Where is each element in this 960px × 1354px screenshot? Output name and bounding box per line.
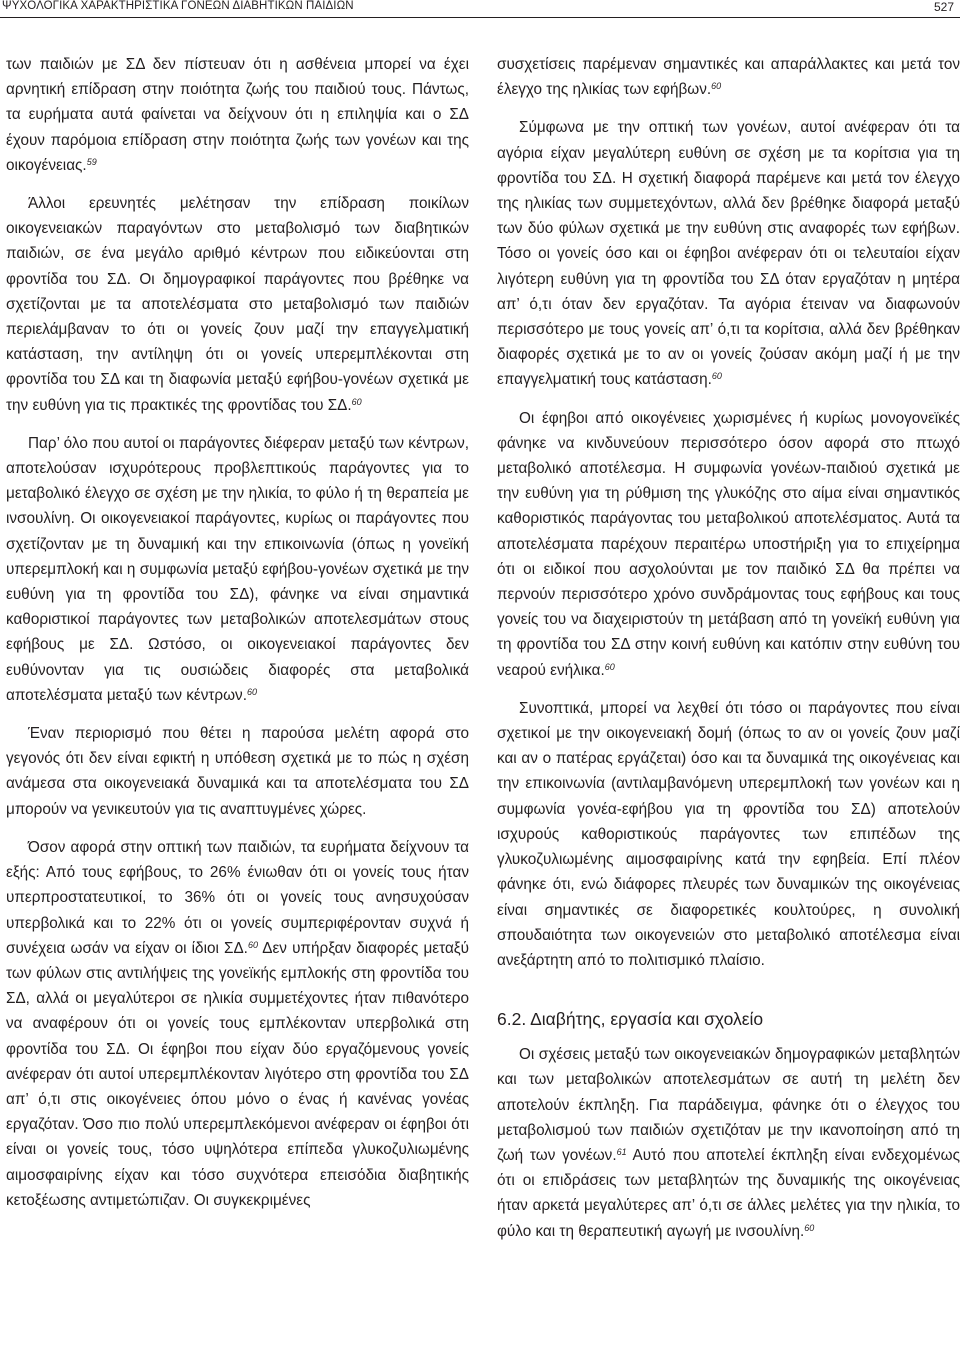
paragraph: Οι σχέσεις μεταξύ των οικογενειακών δημογραφικών μεταβλητών και των μεταβολικών αποτελεσμάτων σε αυτή τη μελέτη δεν αποτελούν έκπληξη. Για παράδειγμα, φάνηκε ότι ο έλεγχος του μεταβολισμού των παιδιών σχετιζόταν με την ικανοποίηση από τη ζωή των γονέων.$^{61}$ Αυτό που αποτελεί έκπληξη είναι ενδεχομένως ότι οι επιδράσεις των μεταβλητών της δυναμικής της οικογένειας ήταν αρκετά μεγαλύτερες απ’ ό,τι σε άλλες μελέτες για την ηλικία, το φύλο και τη θεραπευτική αγωγή με ινσουλίνη.$^{60}$ [497, 1046, 960, 1240]
citation-ref: 59 [86, 156, 97, 167]
paragraph: Έναν περιορισμό που θέτει η παρούσα μελέτη αφορά στο γεγονός ότι δεν είναι εφικτή η υπόθεση σχετικά με το πώς η σχέση ανάμεσα στα οικογενειακά δυναμικά και τα αποτελέσματα του ΣΔ μπορούν να γενικευτούν για τις αναπτυγμένες χώρες. [6, 725, 469, 818]
running-header [0, 0, 960, 17]
right-column [497, 52, 960, 1244]
paragraph: των παιδιών με ΣΔ δεν πίστευαν ότι η ασθένεια μπορεί να έχει αρνητική επίδραση στην ποιότητα ζωής του παιδιού τους. Πάντως, τα ευρήματα αυτά φαίνεται να δείχνουν ότι η επιληψία και ο ΣΔ έχουν παρόμοια επίδραση στην ποιότητα ζωής των γονέων και της οικογένειας.$^{59}$ [6, 56, 469, 174]
running-header-title: ΨΥΧΟΛΟΓΙΚΑ ΧΑΡΑΚΤΗΡΙΣΤΙΚΑ ΓΟΝΕΩΝ ΔΙΑΒΗΤΙΚΩΝ ΠΑΙΔΙΩΝ [2, 0, 354, 12]
header-divider [0, 17, 960, 18]
section-heading: 6.2. Διαβήτης, εργασία και σχολείο [497, 1009, 764, 1030]
citation-ref: 60 [711, 371, 722, 382]
paragraph: Παρ’ όλο που αυτοί οι παράγοντες διέφεραν μεταξύ των κέντρων, αποτελούσαν ισχυρότερους προβλεπτικούς παράγοντες για το μεταβολικό έλεγχο σε σχέση με την ηλικία, το φύλο ή τη θεραπεία με ινσουλίνη. Οι οικογενειακοί παράγοντες, κυρίως οι παράγοντες που σχετίζονταν με τη δυναμική και την επικοινωνία (όπως η γονεϊκή υπερεμπλοκή και η συμφωνία μεταξύ εφήβου-γονέων σχετικά με την ευθύνη για τη φροντίδα του ΣΔ), φάνηκε να είναι σημαντικά καθοριστικοί παράγοντες των μεταβολικών αποτελεσμάτων στους εφήβους με ΣΔ. Ωστόσο, οι οικογενειακοί παράγοντες δεν ευθύνονταν για τις ουσιώδεις διαφορές στα μεταβολικά αποτελέσματα μεταξύ των κέντρων.$^{60}$ [6, 434, 469, 704]
citation-ref: 60 [604, 661, 615, 672]
citation-ref: 60 [351, 396, 362, 407]
paragraph: Άλλοι ερευνητές μελέτησαν την επίδραση ποικίλων οικογενειακών παραγόντων στο μεταβολισμό των διαβητικών παιδιών, σε ένα μεγάλο αριθμό κέντρων που ειδικεύονται στη φροντίδα του ΣΔ. Οι δημογραφικοί παράγοντες που βρέθηκε να σχετίζονται με τα αποτελέσματα στο μεταβολισμό των παιδιών περιελάμβαναν το ότι οι γονείς ζουν μαζί την επαγγελματική κατάσταση, την αντίληψη ότι οι γονείς υπερεμπλέκονται στη φροντίδα του ΣΔ και τη διαφωνία μεταξύ εφήβου-γονέων σχετικά με την ευθύνη για τις πρακτικές της φροντίδας του ΣΔ.$^{60}$ [6, 195, 469, 414]
page-number: 527 [933, 0, 954, 14]
paragraph: Σύμφωνα με την οπτική των γονέων, αυτοί ανέφεραν ότι τα αγόρια είχαν μεγαλύτερη ευθύνη σε σχέση με τα κορίτσια για τη φροντίδα του ΣΔ. Η σχετική διαφορά παρέμενε και μετά τον έλεγχο της ηλικίας των συμμετεχόντων, αλλά δεν βρέθηκε διαφορά μεταξύ των δύο φύλων σχετικά με την ευθύνη στις αναφορές των εφήβων. Τόσο οι γονείς όσο και οι έφηβοι ανέφεραν ότι οι τελευταίοι είχαν λιγότερη ευθύνη για τη φροντίδα του ΣΔ όταν εργαζόταν η μητέρα απ’ ό,τι όταν δεν εργαζόταν. Τα αγόρια έτειναν να διαφωνούν περισσότερο με τους γονείς απ’ ό,τι τα κορίτσια, αλλά δεν βρέθηκαν διαφορές σχετικά με το αν οι γονείς ζούσαν ακόμη μαζί ή με την επαγγελματική τους κατάσταση.$^{60}$ [497, 119, 960, 389]
paragraph: συσχετίσεις παρέμεναν σημαντικές και απαράλλακτες και μετά τον έλεγχο της ηλικίας των εφήβων.$^{60}$ [497, 56, 960, 99]
citation-ref: 60 [711, 81, 722, 92]
citation-ref: 60 [247, 939, 258, 950]
paragraph: Οι έφηβοι από οικογένειες χωρισμένες ή κυρίως μονογονεϊκές φάνηκε να κινδυνεύουν περισσότερο όσον αφορά στο πτωχό μεταβολικό αποτέλεσμα. Η συμφωνία γονέων-παιδιού σχετικά με την ευθύνη για τη ρύθμιση της γλυκόζης στο αίμα είναι σημαντικός καθοριστικός παράγοντας του μεταβολικού αποτελέσματος. Αυτά τα αποτελέσματα παρέχουν περαιτέρω υποστήριξη για το επιχείρημα ότι οι ειδικοί που ασχολούνται με τον παιδικό ΣΔ θα πρέπει να περνούν περισσότερο χρόνο συνδράμοντας τους εφήβους και τους γονείς του να διαχειριστούν τη μετάβαση από τη γονεϊκή ευθύνη για τη φροντίδα του ΣΔ στην κοινή ευθύνη και κατόπιν στην ευθύνη του νεαρού ενήλικα.$^{60}$ [497, 409, 960, 679]
left-column [6, 52, 469, 1213]
citation-ref: 60 [246, 686, 257, 697]
citation-ref: 60 [804, 1222, 815, 1233]
citation-ref: 61 [616, 1146, 627, 1157]
paragraph: Όσον αφορά στην οπτική των παιδιών, τα ευρήματα δείχνουν τα εξής: Από τους εφήβους, το 26% ένιωθαν ότι οι γονείς τους ήταν υπερπροστατευτικοί, το 36% ότι οι γονείς τους ανησυχούσαν υπερβολικά και το 22% ότι οι γονείς συμπεριφέρονταν συχνά ή συνέχεια ωσάν να είχαν οι ίδιοι ΣΔ.$^{60}$ Δεν υπήρξαν διαφορές μεταξύ των φύλων στις αντιλήψεις της γονεϊκής εμπλοκής στη φροντίδα του ΣΔ, αλλά οι μεγαλύτεροι σε ηλικία συμμετέχοντες ήταν πιθανότερο να αναφέρουν ότι οι γονείς τους εμπλέκονταν υπερβολικά στη φροντίδα του ΣΔ. Οι έφηβοι που είχαν δύο εργαζόμενους γονείς ανέφεραν ότι αυτοί υπερεμπλέκονταν λιγότερο στη φροντίδα του ΣΔ απ’ ό,τι στις οικογένειες όπου μόνο ο ένας ή κανένας γονέας εργαζόταν. Όσο πιο πολύ υπερεμπλεκόμενοι ανέφεραν οι έφηβοι ότι είναι οι γονείς τους, τόσο υψηλότερα επίπεδα γλυκοζυλιωμένης αιμοσφαιρίνης είχαν και τόσο συχνότερα επεισόδια διαβητικής κετοξέωσης αντιμετώπιζαν. Οι συγκεκριμένες [6, 838, 469, 1209]
paragraph: Συνοπτικά, μπορεί να λεχθεί ότι τόσο οι παράγοντες που είναι σχετικοί με την οικογενειακή δομή (όπως το αν οι γονείς ζουν μαζί και αν ο πατέρας εργάζεται) όσο και τα δυναμικά της οικογένειας και την επικοινωνία (αντιλαμβανόμενη υπερεμπλοκή των γονέων και η συμφωνία γονέα-εφήβου για τη φροντίδα του ΣΔ) αποτελούν ισχυρούς καθοριστικούς παράγοντες των επιπέδων της γλυκοζυλιωμένης αιμοσφαιρίνης κατά την εφηβεία. Επί πλέον φάνηκε ότι, ενώ διάφορες πλευρές των δυναμικών της οικογένειας είναι σημαντικές σε διαφορετικές κουλτούρες, η συνολική σπουδαιότητα των οικογενειών στο μεταβολικό αποτέλεσμα είναι ανεξάρτητη από το πολιτισμικό πλαίσιο. [497, 699, 960, 969]
